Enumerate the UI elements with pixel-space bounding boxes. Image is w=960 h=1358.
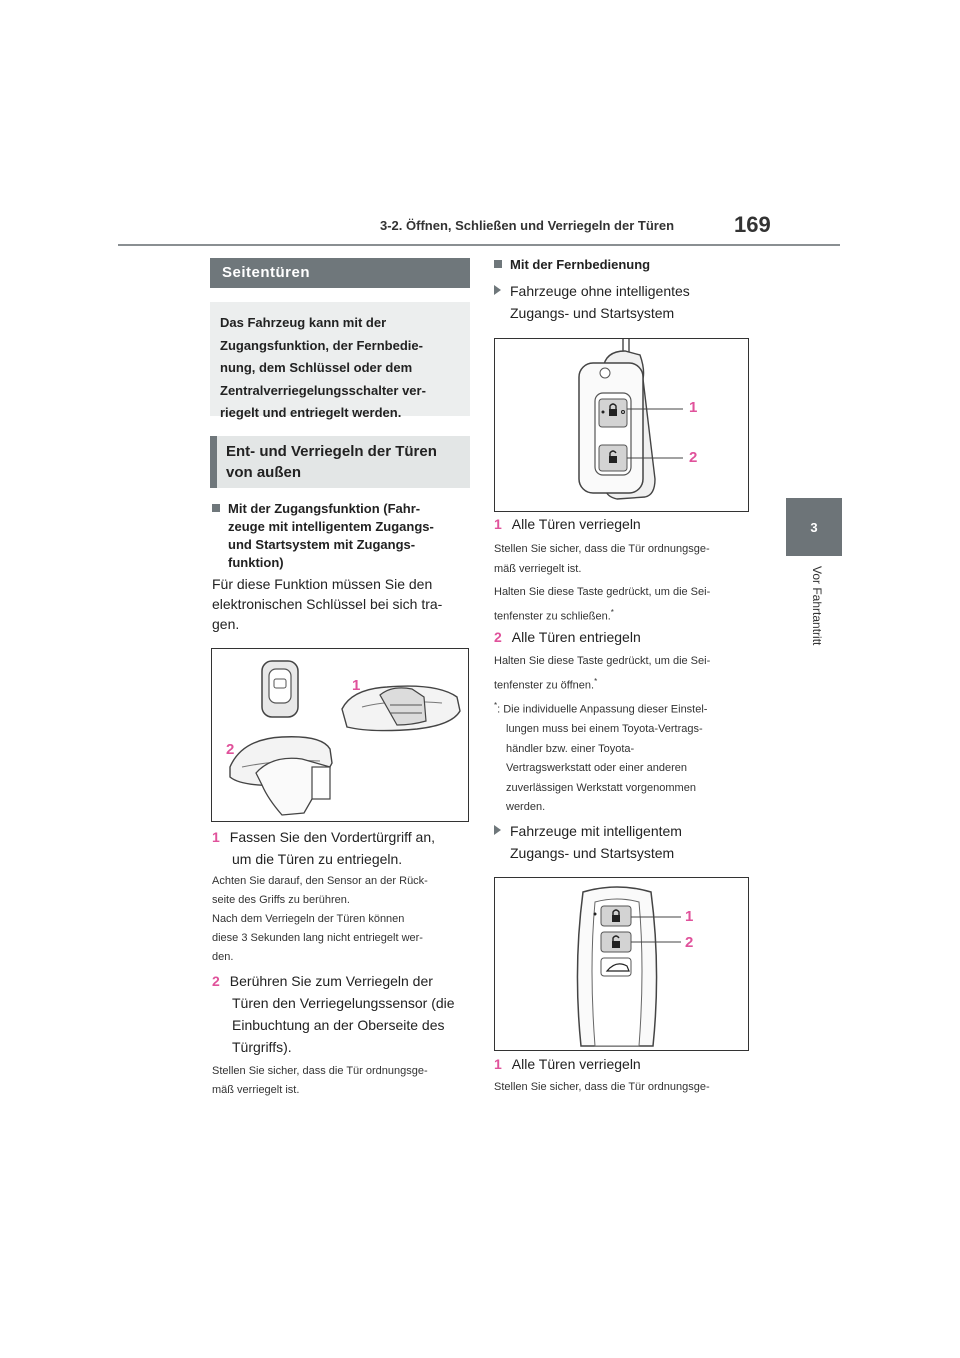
intro-box <box>210 302 470 420</box>
smart-key-illustration <box>495 878 748 1050</box>
intro-line: Zugangsfunktion, der Fernbedie- <box>220 337 423 353</box>
intro-line: nung, dem Schlüssel oder dem <box>220 360 413 375</box>
fig2-label-2: 2 <box>685 934 694 951</box>
door-handle-illustration <box>212 649 468 821</box>
step-1: 1 Fassen Sie den Vordertürgriff an, um die Türen zu entriegeln. <box>212 829 435 867</box>
square-bullet-icon <box>494 260 502 268</box>
step-2-notes: Stellen Sie sicher, dass die Tür ordnungsge- mäß verriegelt ist. <box>212 1065 428 1096</box>
smart-step-lock: 1 Alle Türen verriegeln <box>494 1056 641 1072</box>
remote-step-lock: 1 Alle Türen verriegeln <box>494 516 641 532</box>
access-function-heading: Mit der Zugangsfunktion (Fahr- zeuge mit intelligentem Zugangs- und Startsystem mit Zugangs- funktion) <box>212 500 472 572</box>
remote-step-lock-notes: Stellen Sie sicher, dass die Tür ordnungsge- mäß verriegelt ist. Halten Sie diese Taste gedrückt, um die Sei- tenfenster zu schließen.* <box>494 543 711 623</box>
intro-line: riegelt und entriegelt werden. <box>220 405 402 420</box>
fig1-label-2: 2 <box>689 449 698 466</box>
section-title: Seitentüren <box>210 258 470 288</box>
access-function-paragraph: Für diese Funktion müssen Sie den elektronischen Schlüssel bei sich tra- gen. <box>212 576 443 632</box>
chapter-tab[interactable]: 3 <box>786 498 842 556</box>
fig2-label-1: 1 <box>685 908 694 925</box>
chapter-tab-label: Vor Fahrtantritt <box>810 566 824 646</box>
chapter-title: 3-2. Öffnen, Schließen und Verriegeln der Türen <box>380 218 675 233</box>
intro-line: Zentralverriegelungsschalter ver- <box>220 382 426 398</box>
subsection-line: Ent- und Verriegeln der Türen <box>226 443 437 460</box>
smart-step-lock-note: Stellen Sie sicher, dass die Tür ordnungsge- <box>494 1081 710 1093</box>
page-number: 169 <box>734 212 771 237</box>
step-1-notes: Achten Sie darauf, den Sensor an der Rück- seite des Griffs zu berühren. Nach dem Verriegeln der Türen können diese 3 Sekunden lang nicht entriegelt wer- den. <box>212 875 428 963</box>
intro-line: Das Fahrzeug kann mit der <box>220 315 387 330</box>
header-rule <box>118 244 840 246</box>
remote-heading: Mit der Fernbedienung <box>494 256 754 274</box>
footnote: *: Die individuelle Anpassung dieser Einstel- lungen muss bei einem Toyota-Vertrags- händler bzw. einer Toyota- Vertragswerkstatt oder einer anderen zuverlässigen Werkstatt vorgenommen werden. <box>494 701 708 814</box>
figure-label-2: 2 <box>226 741 235 758</box>
flip-key-figure <box>494 338 749 512</box>
smart-key-figure <box>494 877 749 1051</box>
figure-label-1: 1 <box>352 677 361 694</box>
triangle-bullet-icon <box>494 285 501 295</box>
step-2: 2 Berühren Sie zum Verriegeln der Türen den Verriegelungssensor (die Einbuchtung an der Oberseite des Türgriffs). <box>212 973 455 1055</box>
door-handle-figure <box>211 648 469 822</box>
fig1-label-1: 1 <box>689 399 698 416</box>
flip-key-illustration <box>495 339 748 511</box>
subsection-title <box>210 436 470 488</box>
triangle-bullet-icon <box>494 825 501 835</box>
remote-step-unlock: 2 Alle Türen entriegeln <box>494 629 641 645</box>
bullet-no-smart-key: Fahrzeuge ohne intelligentes Zugangs- und Startsystem <box>494 280 754 324</box>
square-bullet-icon <box>212 504 220 512</box>
remote-step-unlock-notes: Halten Sie diese Taste gedrückt, um die Sei- tenfenster zu öffnen.* <box>494 655 711 692</box>
subsection-line: von außen <box>226 464 302 481</box>
bullet-smart-key: Fahrzeuge mit intelligentem Zugangs- und Startsystem <box>494 820 754 864</box>
